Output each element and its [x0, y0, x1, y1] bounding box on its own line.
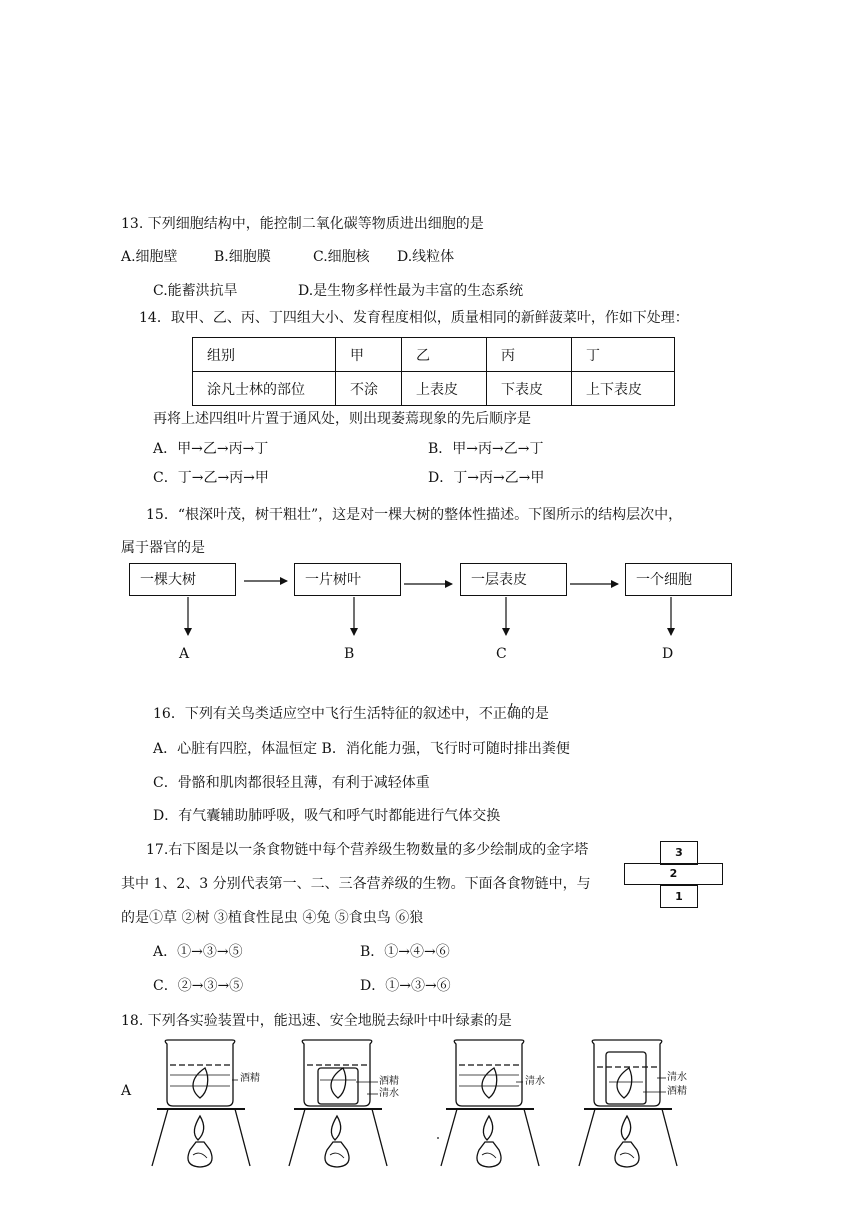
apparatus-3-label: 清水	[525, 1076, 545, 1087]
q14-option-c: C．丁→乙→丙→甲	[153, 470, 269, 486]
q17-option-a: A．①→③→⑤	[153, 944, 243, 960]
table-cell: 上下表皮	[572, 372, 675, 406]
table-cell: 不涂	[336, 372, 402, 406]
table-cell: 丙	[487, 338, 572, 372]
extra-option-c: C.能蓄洪抗旱	[153, 283, 238, 299]
q17-stem-line3: 的是①草 ②树 ③植食性昆虫 ④兔 ⑤食虫鸟 ⑥狼	[121, 910, 424, 926]
apparatus-4-label-bottom: 酒精	[667, 1086, 687, 1097]
q18-label-a: A	[121, 1083, 132, 1099]
q16-option-d: D．有气囊辅助肺呼吸，吸气和呼气时都能进行气体交换	[153, 808, 501, 824]
q17-option-c: C．②→③→⑤	[153, 978, 244, 994]
apparatus-2	[289, 1040, 387, 1167]
q15-stem-line1: 15．“根深叶茂，树干粗壮”，这是对一棵大树的整体性描述。下图所示的结构层次中，	[146, 507, 683, 523]
table-cell: 丁	[572, 338, 675, 372]
apparatus-1	[152, 1040, 250, 1167]
table-cell: 甲	[336, 338, 402, 372]
q16-option-c: C．骨骼和肌肉都很轻且薄，有利于减轻体重	[153, 775, 430, 791]
extra-option-d: D.是生物多样性最为丰富的生态系统	[298, 283, 524, 299]
structure-box-cell: 一个细胞	[625, 563, 732, 596]
table-cell: 组别	[193, 338, 336, 372]
structure-box-leaf: 一片树叶	[294, 563, 401, 596]
pyramid-level-2: 2	[624, 863, 723, 885]
structure-box-epidermis: 一层表皮	[460, 563, 567, 596]
q14-option-d: D．丁→丙→乙→甲	[428, 470, 545, 486]
structure-label-d: D	[662, 646, 674, 662]
pyramid-level-3: 3	[660, 841, 698, 865]
table-cell: 上表皮	[402, 372, 487, 406]
apparatus-3	[441, 1040, 539, 1167]
q13-option-a: A.细胞壁	[121, 249, 178, 265]
q17-stem-line2: 其中 1、2、3 分别代表第一、二、三各营养级的生物。下面各食物链中，与	[121, 876, 591, 892]
apparatus-4	[579, 1040, 677, 1167]
q13-option-b: B.细胞膜	[214, 249, 271, 265]
table-cell: 下表皮	[487, 372, 572, 406]
structure-label-a: A	[179, 646, 190, 662]
table-cell: 涂凡士林的部位	[193, 372, 336, 406]
pyramid-level-1: 1	[660, 885, 698, 908]
q13-option-c: C.细胞核	[313, 249, 370, 265]
apparatus-4-label-top: 清水	[667, 1072, 687, 1083]
apparatus-2-label-top: 酒精	[379, 1076, 399, 1087]
q15-stem-line2: 属于器官的是	[121, 540, 205, 556]
q16-option-ab: A．心脏有四腔，体温恒定 B．消化能力强，飞行时可随时排出粪便	[153, 741, 570, 757]
q14-followup: 再将上述四组叶片置于通风处，则出现萎蔫现象的先后顺序是	[153, 411, 531, 427]
q17-stem-line1: 17.右下图是以一条食物链中每个营养级生物数量的多少绘制成的金字塔	[146, 842, 589, 858]
q14-option-b: B．甲→丙→乙→丁	[428, 441, 544, 457]
structure-label-c: C	[496, 646, 507, 662]
apparatus-2-label-bottom: 清水	[379, 1088, 399, 1099]
structure-label-b: B	[344, 646, 355, 662]
q17-option-b: B．①→④→⑥	[360, 944, 450, 960]
q16-stem: 16．下列有关鸟类适应空中飞行生活特征的叙述中，不正确的是	[153, 706, 549, 722]
q18-stem: 18. 下列各实验装置中，能迅速、安全地脱去绿叶中叶绿素的是	[121, 1013, 512, 1029]
speck	[437, 1137, 439, 1139]
q13-stem: 13. 下列细胞结构中，能控制二氧化碳等物质进出细胞的是	[121, 216, 484, 232]
q14-stem: 14．取甲、乙、丙、丁四组大小、发育程度相似，质量相同的新鲜菠菜叶，作如下处理：	[139, 310, 689, 326]
q17-option-d: D．①→③→⑥	[360, 978, 451, 994]
q14-option-a: A．甲→乙→丙→丁	[153, 441, 269, 457]
structure-box-tree: 一棵大树	[129, 563, 236, 596]
q13-option-d: D.线粒体	[397, 249, 455, 265]
table-cell: 乙	[402, 338, 487, 372]
apparatus-1-label: 酒精	[240, 1073, 260, 1084]
